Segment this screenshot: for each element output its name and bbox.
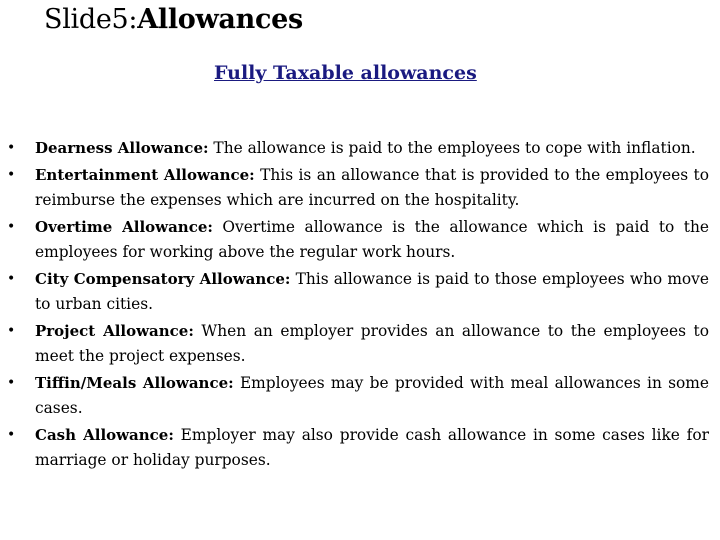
bullet-icon: • — [7, 218, 16, 235]
bullet-text: This allowance is paid to those employees who move to urban cities. — [35, 269, 709, 313]
bullet-dearness-allowance — [0, 136, 720, 162]
bullet-text: When an employer provides an allowance to the employees to meet the project expenses. — [35, 321, 710, 365]
bullet-term: Cash Allowance: — [35, 425, 174, 444]
bullet-overtime-allowance — [0, 215, 720, 266]
slide-title — [44, 4, 303, 36]
bullet-text: Employees may be provided with meal allowances in some cases. — [35, 373, 709, 417]
bullet-text: This is an allowance that is provided to the employees to reimburse the expenses which are incurred on the hospitality. — [35, 165, 710, 209]
bullet-text: Employer may also provide cash allowance in some cases like for marriage or holiday purposes. — [35, 425, 709, 469]
bullet-tiffin-meals-allowance — [0, 371, 720, 422]
bullet-project-allowance — [0, 319, 720, 370]
bullet-icon: • — [7, 374, 16, 391]
bullet-icon: • — [7, 426, 16, 443]
bullet-cash-allowance — [0, 423, 720, 474]
bullet-text: Overtime allowance is the allowance which is paid to the employees for working above the regular work hours. — [35, 217, 709, 261]
bullet-entertainment-allowance — [0, 163, 720, 214]
bullet-city-compensatory-allowance — [0, 267, 720, 318]
slide-number-prefix: Slide5: — [44, 4, 138, 35]
bullet-term: Tiffin/Meals Allowance: — [35, 373, 234, 392]
bullet-term: Overtime Allowance: — [35, 217, 213, 236]
bullet-term: Entertainment Allowance: — [35, 165, 255, 184]
slide-title-text: Allowances — [137, 4, 303, 35]
bullet-icon: • — [7, 140, 16, 156]
bullet-icon: • — [7, 322, 16, 339]
bullet-text: The allowance is paid to the employees to cope with inflation. — [208, 139, 696, 157]
bullet-icon: • — [7, 270, 16, 287]
bullet-term: Dearness Allowance: — [35, 139, 209, 157]
section-subtitle: Fully Taxable allowances — [214, 62, 477, 84]
bullet-term: City Compensatory Allowance: — [35, 269, 291, 288]
bullet-icon: • — [7, 166, 16, 183]
bullet-term: Project Allowance: — [35, 321, 194, 340]
allowance-bullet-list — [0, 136, 720, 475]
